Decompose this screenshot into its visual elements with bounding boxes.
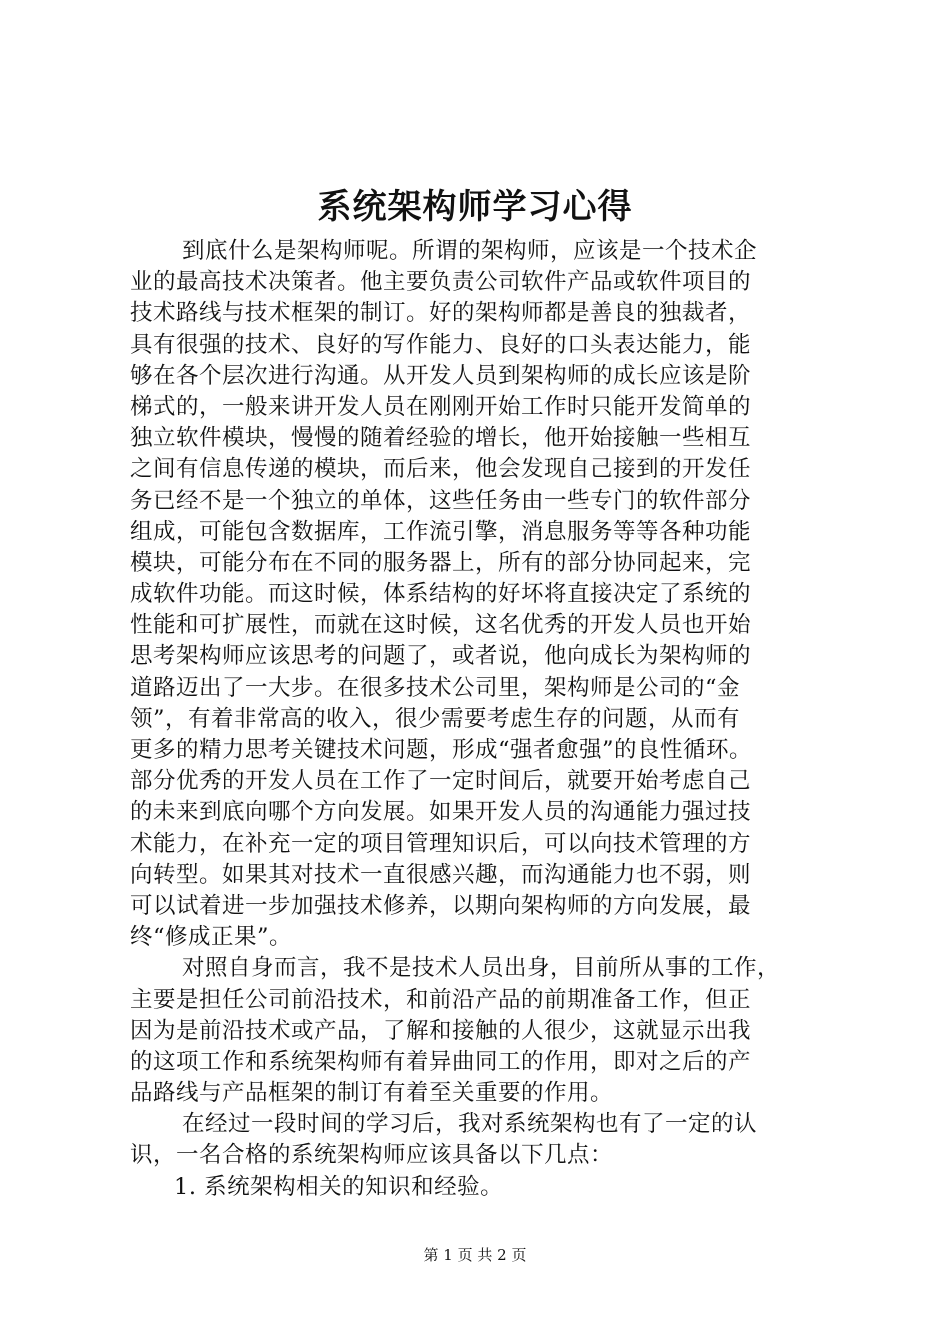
paragraph-1-line-23: 终“修成正果”。 [130,924,293,951]
paragraph-2-line-1: 对照自身而言，我不是技术人员出身，目前所从事的工作， [182,955,781,982]
paragraph-3-line-2: 识，一名合格的系统架构师应该具备以下几点： [130,1142,614,1169]
paragraph-1-line-14: 思考架构师应该思考的问题了，或者说，他向成长为架构师的 [130,643,752,670]
paragraph-2-line-3: 因为是前沿技术或产品，了解和接触的人很少，这就显示出我 [130,1017,752,1044]
paragraph-2-line-4: 的这项工作和系统架构师有着异曲同工的作用，即对之后的产 [130,1048,752,1075]
paragraph-1-line-11: 模块，可能分布在不同的服务器上，所有的部分协同起来，完 [130,549,752,576]
paragraph-1-line-10: 组成，可能包含数据库，工作流引擎，消息服务等等各种功能 [130,518,752,545]
paragraph-1-line-6: 梯式的，一般来讲开发人员在刚刚开始工作时只能开发简单的 [130,393,752,420]
paragraph-1-line-19: 的未来到底向哪个方向发展。如果开发人员的沟通能力强过技 [130,799,752,826]
paragraph-3-line-1: 在经过一段时间的学习后，我对系统架构也有了一定的认 [182,1111,758,1138]
document-title: 系统架构师学习心得 [317,187,633,227]
paragraph-1-line-8: 之间有信息传递的模块，而后来，他会发现自己接到的开发任 [130,456,752,483]
paragraph-1-line-1: 到底什么是架构师呢。所谓的架构师，应该是一个技术企 [182,238,758,264]
paragraph-1-line-3: 技术路线与技术框架的制订。好的架构师都是善良的独裁者， [130,300,752,327]
paragraph-2-line-2: 主要是担任公司前沿技术，和前沿产品的前期准备工作，但正 [130,986,752,1013]
paragraph-1-line-9: 务已经不是一个独立的单体，这些任务由一些专门的软件部分 [130,487,752,514]
paragraph-2-line-5: 品路线与产品框架的制订有着至关重要的作用。 [130,1080,614,1107]
paragraph-1-line-20: 术能力，在补充一定的项目管理知识后，可以向技术管理的方 [130,830,752,857]
list-item: 1. 系统架构相关的知识和经验。 [174,1173,504,1200]
document-body [130,236,830,1203]
paragraph-1-line-22: 可以试着进一步加强技术修养，以期向架构师的方向发展，最 [130,892,752,919]
paragraph-1-line-4: 具有很强的技术、良好的写作能力、良好的口头表达能力，能 [130,331,752,358]
page-footer: 第 1 页 共 2 页 [423,1246,527,1264]
paragraph-1-line-5: 够在各个层次进行沟通。从开发人员到架构师的成长应该是阶 [130,362,752,389]
paragraph-1-line-21: 向转型。如果其对技术一直很感兴趣，而沟通能力也不弱，则 [130,861,752,888]
paragraph-1-line-13: 性能和可扩展性，而就在这时候，这名优秀的开发人员也开始 [130,612,752,639]
paragraph-1-line-2: 业的最高技术决策者。他主要负责公司软件产品或软件项目的 [130,269,752,296]
paragraph-1-line-15: 道路迈出了一大步。在很多技术公司里，架构师是公司的“金 [130,674,741,701]
paragraph-1-line-17: 更多的精力思考关键技术问题，形成“强者愈强”的良性循环。 [130,737,753,763]
paragraph-1-line-7: 独立软件模块，慢慢的随着经验的增长，他开始接触一些相互 [130,425,752,452]
paragraph-1-line-18: 部分优秀的开发人员在工作了一定时间后，就要开始考虑自己 [130,768,752,795]
paragraph-1-line-12: 成软件功能。而这时候，体系结构的好坏将直接决定了系统的 [130,581,752,608]
paragraph-1-line-16: 领”，有着非常高的收入，很少需要考虑生存的问题，从而有 [130,705,741,732]
